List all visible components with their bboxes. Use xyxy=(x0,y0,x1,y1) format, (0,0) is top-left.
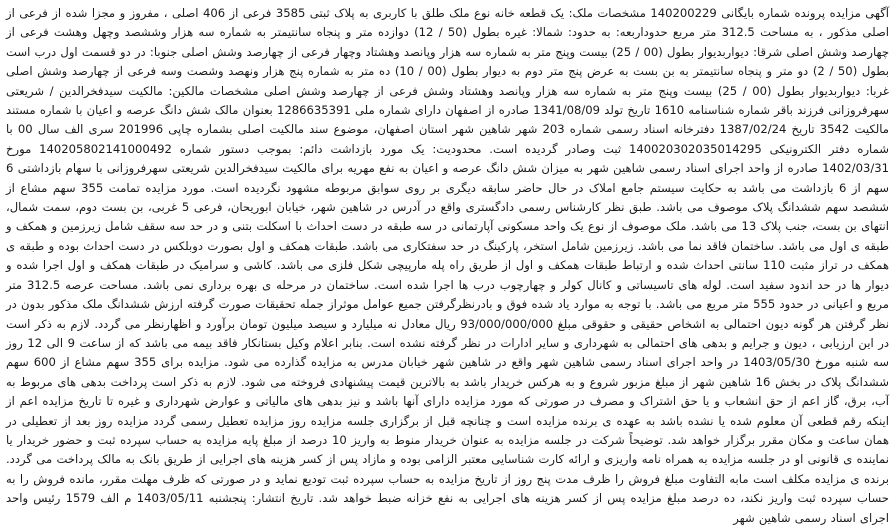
auction-notice-text: آگهی مزایده پرونده شماره بایگانی 140200229 مشخصات ملک: یک قطعه خانه نوع ملک طلق با کاربری به پلاک ثبتی 3585 فرعی از 406 اصلی ، مفروز و مجزا شده از فرعی از اصلی مذکور ، به مساحت 312.5 متر مربع حدوداربعه: به حدود: شمالا: غیره بطول (50 / 12) دوازده متر و پنجاه سانتیمتر به شماره سه هزار وششصد وچهل وهشت فرعی از چهارصد وشش اصلی شرقا: دیواربدیوار بطول (00 / 25) بیست وپنج متر به شماره سه هزار وپانصد وهشتاد وچهار فرعی از چهارصد وشش اصلی جنوبا: در دو قسمت اول درب است بطول (50 / 2) دو متر و پنجاه سانتیمتر به بن بست به عرض پنج متر دوم به دیوار بطول (00 / 10) ده متر به شماره پنج هزار ونهصد وشصت وسه فرعی از چهارصد وشش اصلی غربا: دیواربدیوار بطول (00 / 25) بیست وپنج متر به شماره سه هزار وپانصد وهشتاد وشش فرعی از چهارصد وشش اصلی مشخصات مالکین: مالکیت سیدفخرالدین / شریعتی سهرفروزانی فرزند باقر شماره شناسنامه 1610 تاریخ تولد 1341/08/09 صادره از اصفهان دارای شماره ملی 1286635391 بعنوان مالک شش دانگ عرصه و اعیان با شماره مستند مالکیت 3542 تاریخ 1387/02/24 دفترخانه اسناد رسمی شماره 203 شهر شاهین شهر استان اصفهان، موضوع سند مالکیت اصلی بشماره چاپی 201996 سری الف سال 00 با شماره دفتر الکترونیکی 140020302035014295 ثبت وصادر گردیده است. محدودیت: یک مورد بازداشت دائم: بموجب دستور شماره 140205802141000492 مورخ 1402/03/31 صادره از واحد اجرای اسناد رسمی شاهین شهر به میزان شش دانگ عرصه و اعیان به نفع مهریه برای مالکیت سیدفخرالدین شریعتی سهرفروزانی با سهام بازداشتی 6 سهم از 6 بازداشت می باشد به حکایت سیستم جامع املاک در حال حاضر سابقه دیگری بر روی سوابق مربوطه مشهود نگردیده است. مورد مزایده تمامت 355 سهم مشاع از ششصد سهم ششدانگ پلاک موصوف می باشد. طبق نظر کارشناس رسمی دادگستری واقع در آدرس در شاهین شهر، خیابان ابوریحان، فرعی 5 غربی، بن بست دوم، سمت شمال، انتهای بن بست، جنب پلاک 13 می باشد. ملک موصوف از نوع یک واحد مسکونی آپارتمانی در سه طبقه در دست احداث با اسکلت بتنی و در حد سه سقف شامل زیرزمین و همکف و طبقه ی اول می باشد. ساختمان فاقد نما می باشد. زیرزمین شامل استخر، پارکینگ در حد سفتکاری می باشد. طبقات همکف و اول بصورت دوبلکس در دست احداث بوده و طبقه ی همکف در تراز مثبت 110 سانتی احداث شده و ارتباط طبقات همکف و اول از طریق راه پله مارپیچی شکل فلزی می باشد. کاشی و سرامیک در طبقات همکف و اول اجرا شده و دیوار ها در حد اندود سفید است. لوله های تاسیساتی و کانال کولر و چهارچوب درب ها اجرا شده است. ساختمان در مرحله ی بهره برداری نمی باشد. مساحت عرصه 312.5 متر مربع و اعیانی در حدود 555 متر مربع می باشد. با توجه به موارد یاد شده فوق و بادرنظرگرفتن جمیع عوامل موثراز جمله تحقیقات صورت گرفته ارزش ششدانگ ملک مذکور بدون در نظر گرفتن هر گونه دیون احتمالی به اشخاص حقیقی و حقوقی مبلغ 93/000/000/000 ریال معادل نه میلیارد و سیصد میلیون تومان برآورد و اظهارنظر می گردد. لازم به ذکر است در این ارزیابی ، دیون و جرایم و بدهی های احتمالی به شهرداری و سایر ادارات در نظر گرفته نشده است. بنابر اعلام وکیل بستانکار فاقد بیمه می باشد که از ساعت 9 الی 12 روز سه شنبه مورخ 1403/05/30 در واحد اجرای اسناد رسمی شاهین شهر واقع در شاهین شهر خیابان مدرس به مزایده گذارده می شود. مزایده برای 355 سهم مشاع از 600 سهم ششدانگ پلاک در بخش 16 شاهین شهر از مبلغ مزبور شروع و به هرکس خریدار باشد به بالاترین قیمت پیشنهادی فروخته می شود. لازم به ذکر است پرداخت بدهی های مربوط به آب، برق، گاز اعم از حق انشعاب و یا حق اشتراک و مصرف در صورتی که مورد مزایده دارای آنها باشد و نیز بدهی های مالیاتی و عوارض شهرداری و غیره تا تاریخ مزایده اعم از اینکه رقم قطعی آن معلوم شده یا نشده باشد به عهده ی برنده مزایده است و چنانچه قبل از برگزاری جلسه مزایده روز مزایده تعطیل رسمی گردد مزایده روز بعد از تعطیلی در همان ساعت و مکان مقرر برگزار خواهد شد. توضیحاً شرکت در جلسه مزایده به عنوان خریدار منوط به واریز 10 درصد از مبلغ پایه مزایده به حساب سپرده ثبت و حضور خریدار یا نماینده ی قانونی او در جلسه مزایده به همراه نامه واریزی و ارائه کارت شناسایی معتبر الزامی بوده و مازاد پس از کسر هزینه های اجرایی از طریق بانک به مالک پرداخت می گردد. برنده ی مزایده مکلف است مابه التفاوت مبلغ فروش را ظرف مدت پنج روز از تاریخ مزایده به حساب سپرده ثبت تودیع نماید و در صورتی که ظرف مهلت مقرر، مانده فروش را به حساب سپرده ثبت واریز نکند، ده درصد مبلغ مزایده پس از کسر هزینه های اجرایی به نفع خزانه ضبط خواهد شد. تاریخ انتشار: پنجشنبه 1403/05/11 م الف 1579 رئیس واحد اجرای اسناد رسمی شاهین شهر xyxy=(6,6,890,525)
